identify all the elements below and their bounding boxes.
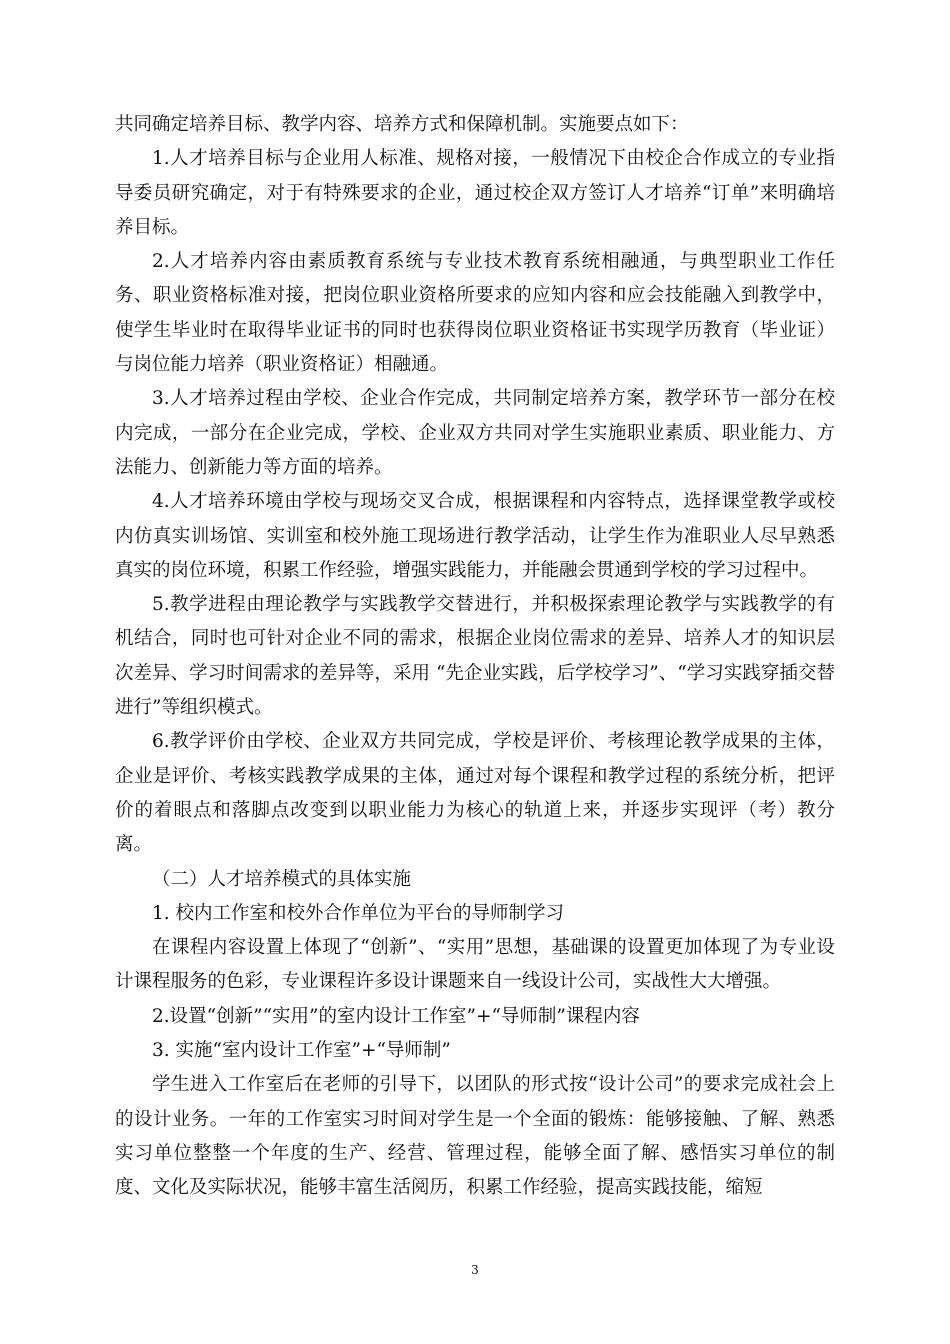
paragraph-point-2: 2.人才培养内容由素质教育系统与专业技术教育系统相融通，与典型职业工作任务、职业资格标准对接，把岗位职业资格所要求的应知内容和应会技能融入到教学中，使学生毕业时在取得毕业证书的同时也获得岗位职业资格证书实现学历教育（毕业证）与岗位能力培养（职业资格证）相融通。 <box>115 251 835 376</box>
paragraph-studio-practice: 学生进入工作室后在老师的引导下，以团队的形式按“设计公司”的要求完成社会上的设计业务。一年的工作室实习时间对学生是一个全面的锻炼：能够接触、了解、熟悉实习单位整整一个年度的生产、经营、管理过程，能够全面了解、感悟实习单位的制度、文化及实际状况，能够丰富生活阅历，积累工作经验，提高实践技能，缩短 <box>115 1074 835 1199</box>
paragraph-intro-continuation: 共同确定培养目标、教学内容、培养方式和保障机制。实施要点如下： <box>115 114 689 135</box>
paragraph-point-5: 5.教学进程由理论教学与实践教学交替进行，并积极探索理论教学与实践教学的有机结合，同时也可针对企业不同的需求，根据企业岗位需求的差异、培养人才的知识层次差异、学习时间需求的差异等，采用 “先企业实践，后学校学习”、“学习实践穿插交替进行”等组织模式。 <box>115 594 835 719</box>
subheading-1: 1. 校内工作室和校外合作单位为平台的导师制学习 <box>152 902 565 924</box>
paragraph-point-4: 4.人才培养环境由学校与现场交叉合成，根据课程和内容特点，选择课堂教学或校内仿真实训场馆、实训室和校外施工现场进行教学活动，让学生作为准职业人尽早熟悉真实的岗位环境，积累工作经验，增强实践能力，并能融会贯通到学校的学习过程中。 <box>115 491 835 581</box>
document-body <box>115 108 835 1206</box>
paragraph-point-6: 6.教学评价由学校、企业双方共同完成，学校是评价、考核理论教学成果的主体，企业是评价、考核实践教学成果的主体，通过对每个课程和教学过程的系统分析，把评价的着眼点和落脚点改变到以职业能力为核心的轨道上来，并逐步实现评（考）教分离。 <box>115 731 835 856</box>
section-heading: （二）人才培养模式的具体实施 <box>152 868 412 890</box>
subheading-3: 3. 实施“室内设计工作室”+“导师制” <box>152 1040 451 1062</box>
paragraph-point-3: 3.人才培养过程由学校、企业合作完成，共同制定培养方案，教学环节一部分在校内完成，一部分在企业完成，学校、企业双方共同对学生实施职业素质、职业能力、方法能力、创新能力等方面的培养。 <box>115 388 835 478</box>
paragraph-curriculum: 在课程内容设置上体现了“创新”、“实用”思想，基础课的设置更加体现了为专业设计课程服务的色彩，专业课程许多设计课题来自一线设计公司，实战性大大增强。 <box>115 937 835 993</box>
paragraph-point-1: 1.人才培养目标与企业用人标准、规格对接，一般情况下由校企合作成立的专业指导委员研究确定，对于有特殊要求的企业，通过校企双方签订人才培养“订单”来明确培养目标。 <box>115 148 835 238</box>
page-number: 3 <box>471 1263 479 1277</box>
subheading-2: 2.设置“创新”“实用”的室内设计工作室”+“导师制”课程内容 <box>152 1005 640 1027</box>
